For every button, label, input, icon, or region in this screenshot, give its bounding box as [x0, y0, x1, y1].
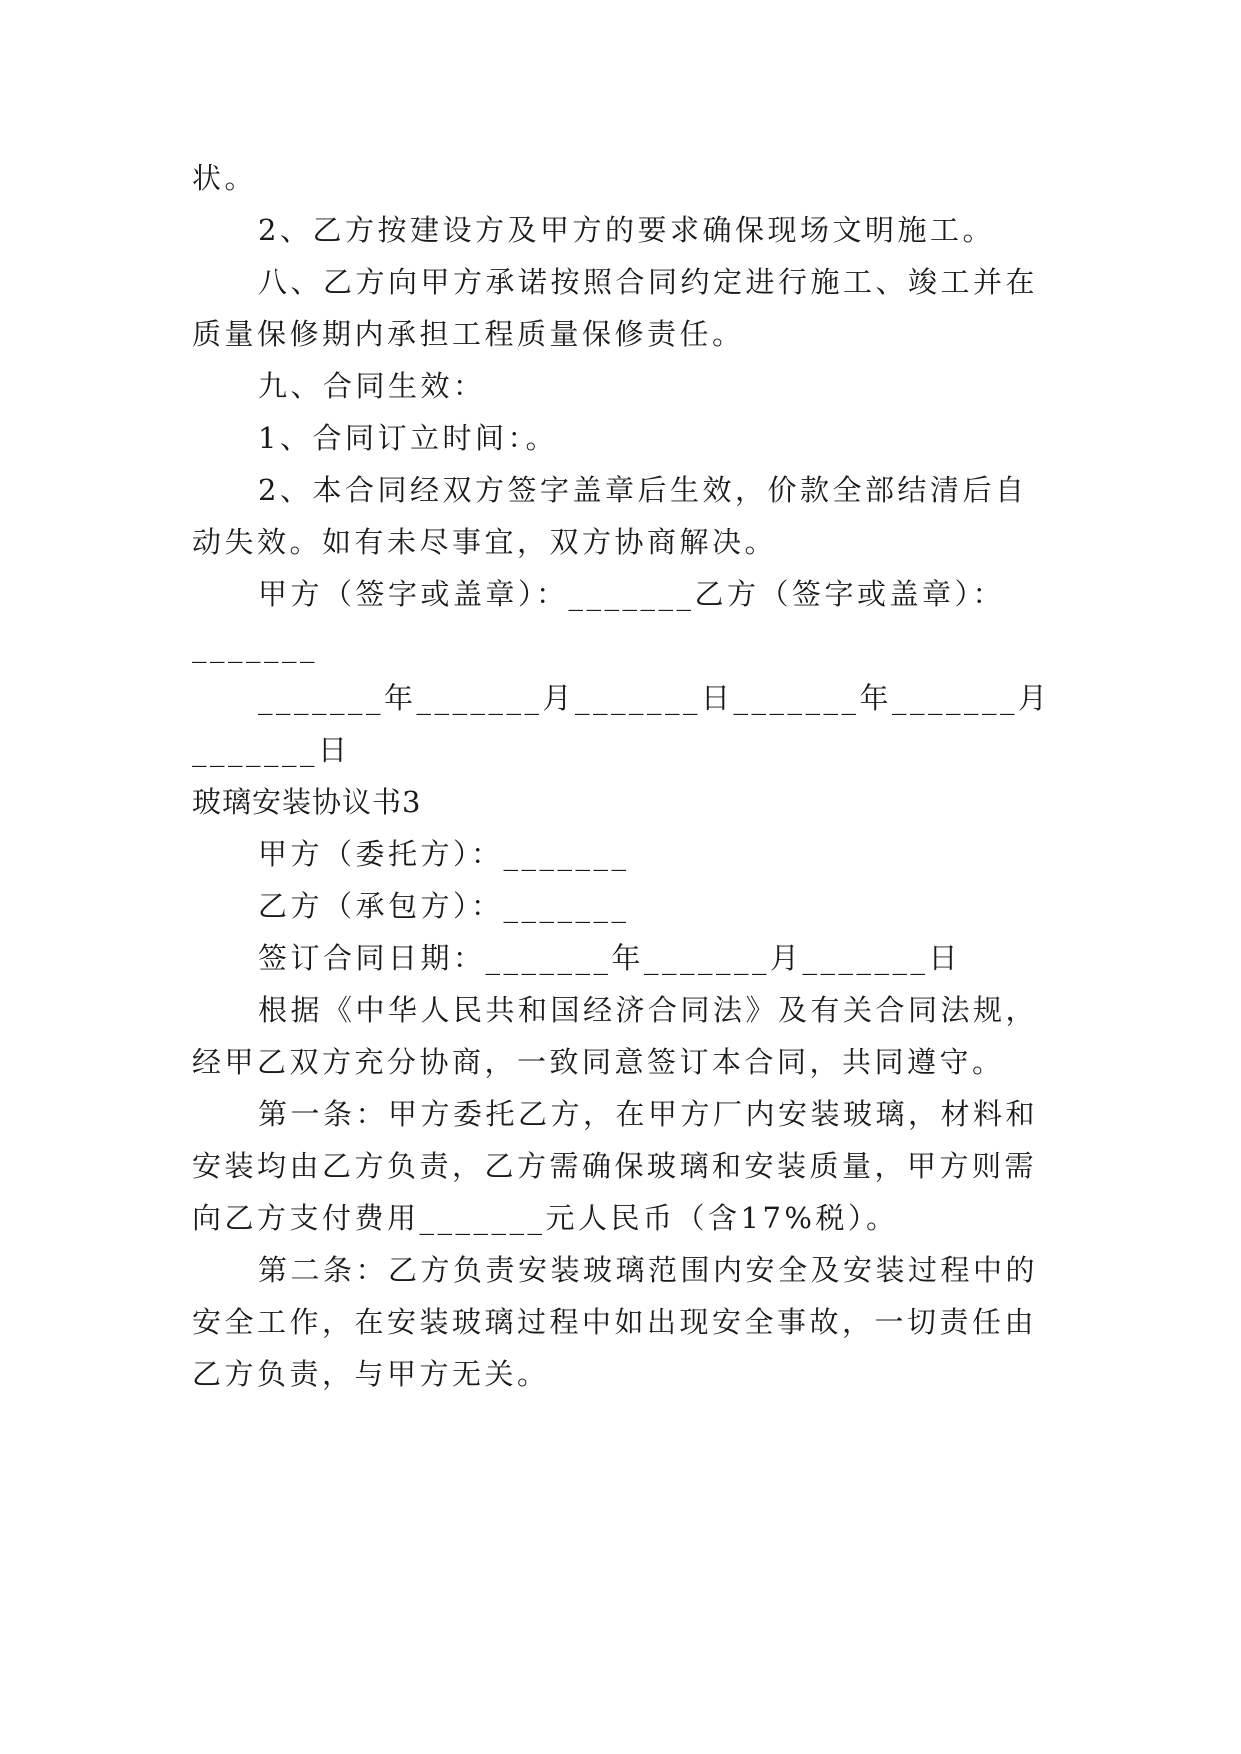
- text-line-8: 动失效。如有未尽事宜，双方协商解决。: [192, 525, 778, 559]
- text-line-1: 状。: [192, 161, 258, 195]
- signature-line: 甲方（签字或盖章）：_______乙方（签字或盖章）：: [258, 577, 1006, 611]
- article-1-line-2: 安装均由乙方负责，乙方需确保玻璃和安装质量，甲方则需: [192, 1149, 1038, 1183]
- party-b-line: 乙方（承包方）：_______: [258, 889, 630, 923]
- date-blank: _______日: [192, 733, 351, 767]
- article-2-line-1: 第二条：乙方负责安装玻璃范围内安全及安装过程中的: [258, 1253, 1039, 1287]
- text-line-3: 八、乙方向甲方承诺按照合同约定进行施工、竣工并在: [258, 265, 1039, 299]
- party-a-line: 甲方（委托方）：_______: [258, 837, 630, 871]
- text-line-5: 九、合同生效：: [258, 369, 486, 403]
- article-1-line-3: 向乙方支付费用_______元人民币（含17%税）。: [192, 1201, 899, 1235]
- signature-blank: _______: [192, 629, 318, 663]
- article-1-line-1: 第一条：甲方委托乙方，在甲方厂内安装玻璃，材料和: [258, 1097, 1039, 1131]
- text-line-17: 根据《中华人民共和国经济合同法》及有关合同法规，: [258, 993, 1039, 1027]
- text-line-6: 1、合同订立时间：。: [258, 421, 558, 455]
- signing-date-line: 签订合同日期：_______年_______月_______日: [258, 941, 962, 975]
- article-2-line-2: 安全工作，在安装玻璃过程中如出现安全事故，一切责任由: [192, 1305, 1038, 1339]
- text-line-2: 2、乙方按建设方及甲方的要求确保现场文明施工。: [258, 213, 995, 247]
- text-line-7: 2、本合同经双方签字盖章后生效，价款全部结清后自: [258, 473, 1028, 507]
- article-2-line-3: 乙方负责，与甲方无关。: [192, 1357, 550, 1391]
- section-title: 玻璃安装协议书3: [192, 785, 422, 819]
- text-line-4: 质量保修期内承担工程质量保修责任。: [192, 317, 745, 351]
- text-line-18: 经甲乙双方充分协商，一致同意签订本合同，共同遵守。: [192, 1045, 1005, 1079]
- date-line: _______年_______月_______日_______年_______月: [258, 681, 1051, 715]
